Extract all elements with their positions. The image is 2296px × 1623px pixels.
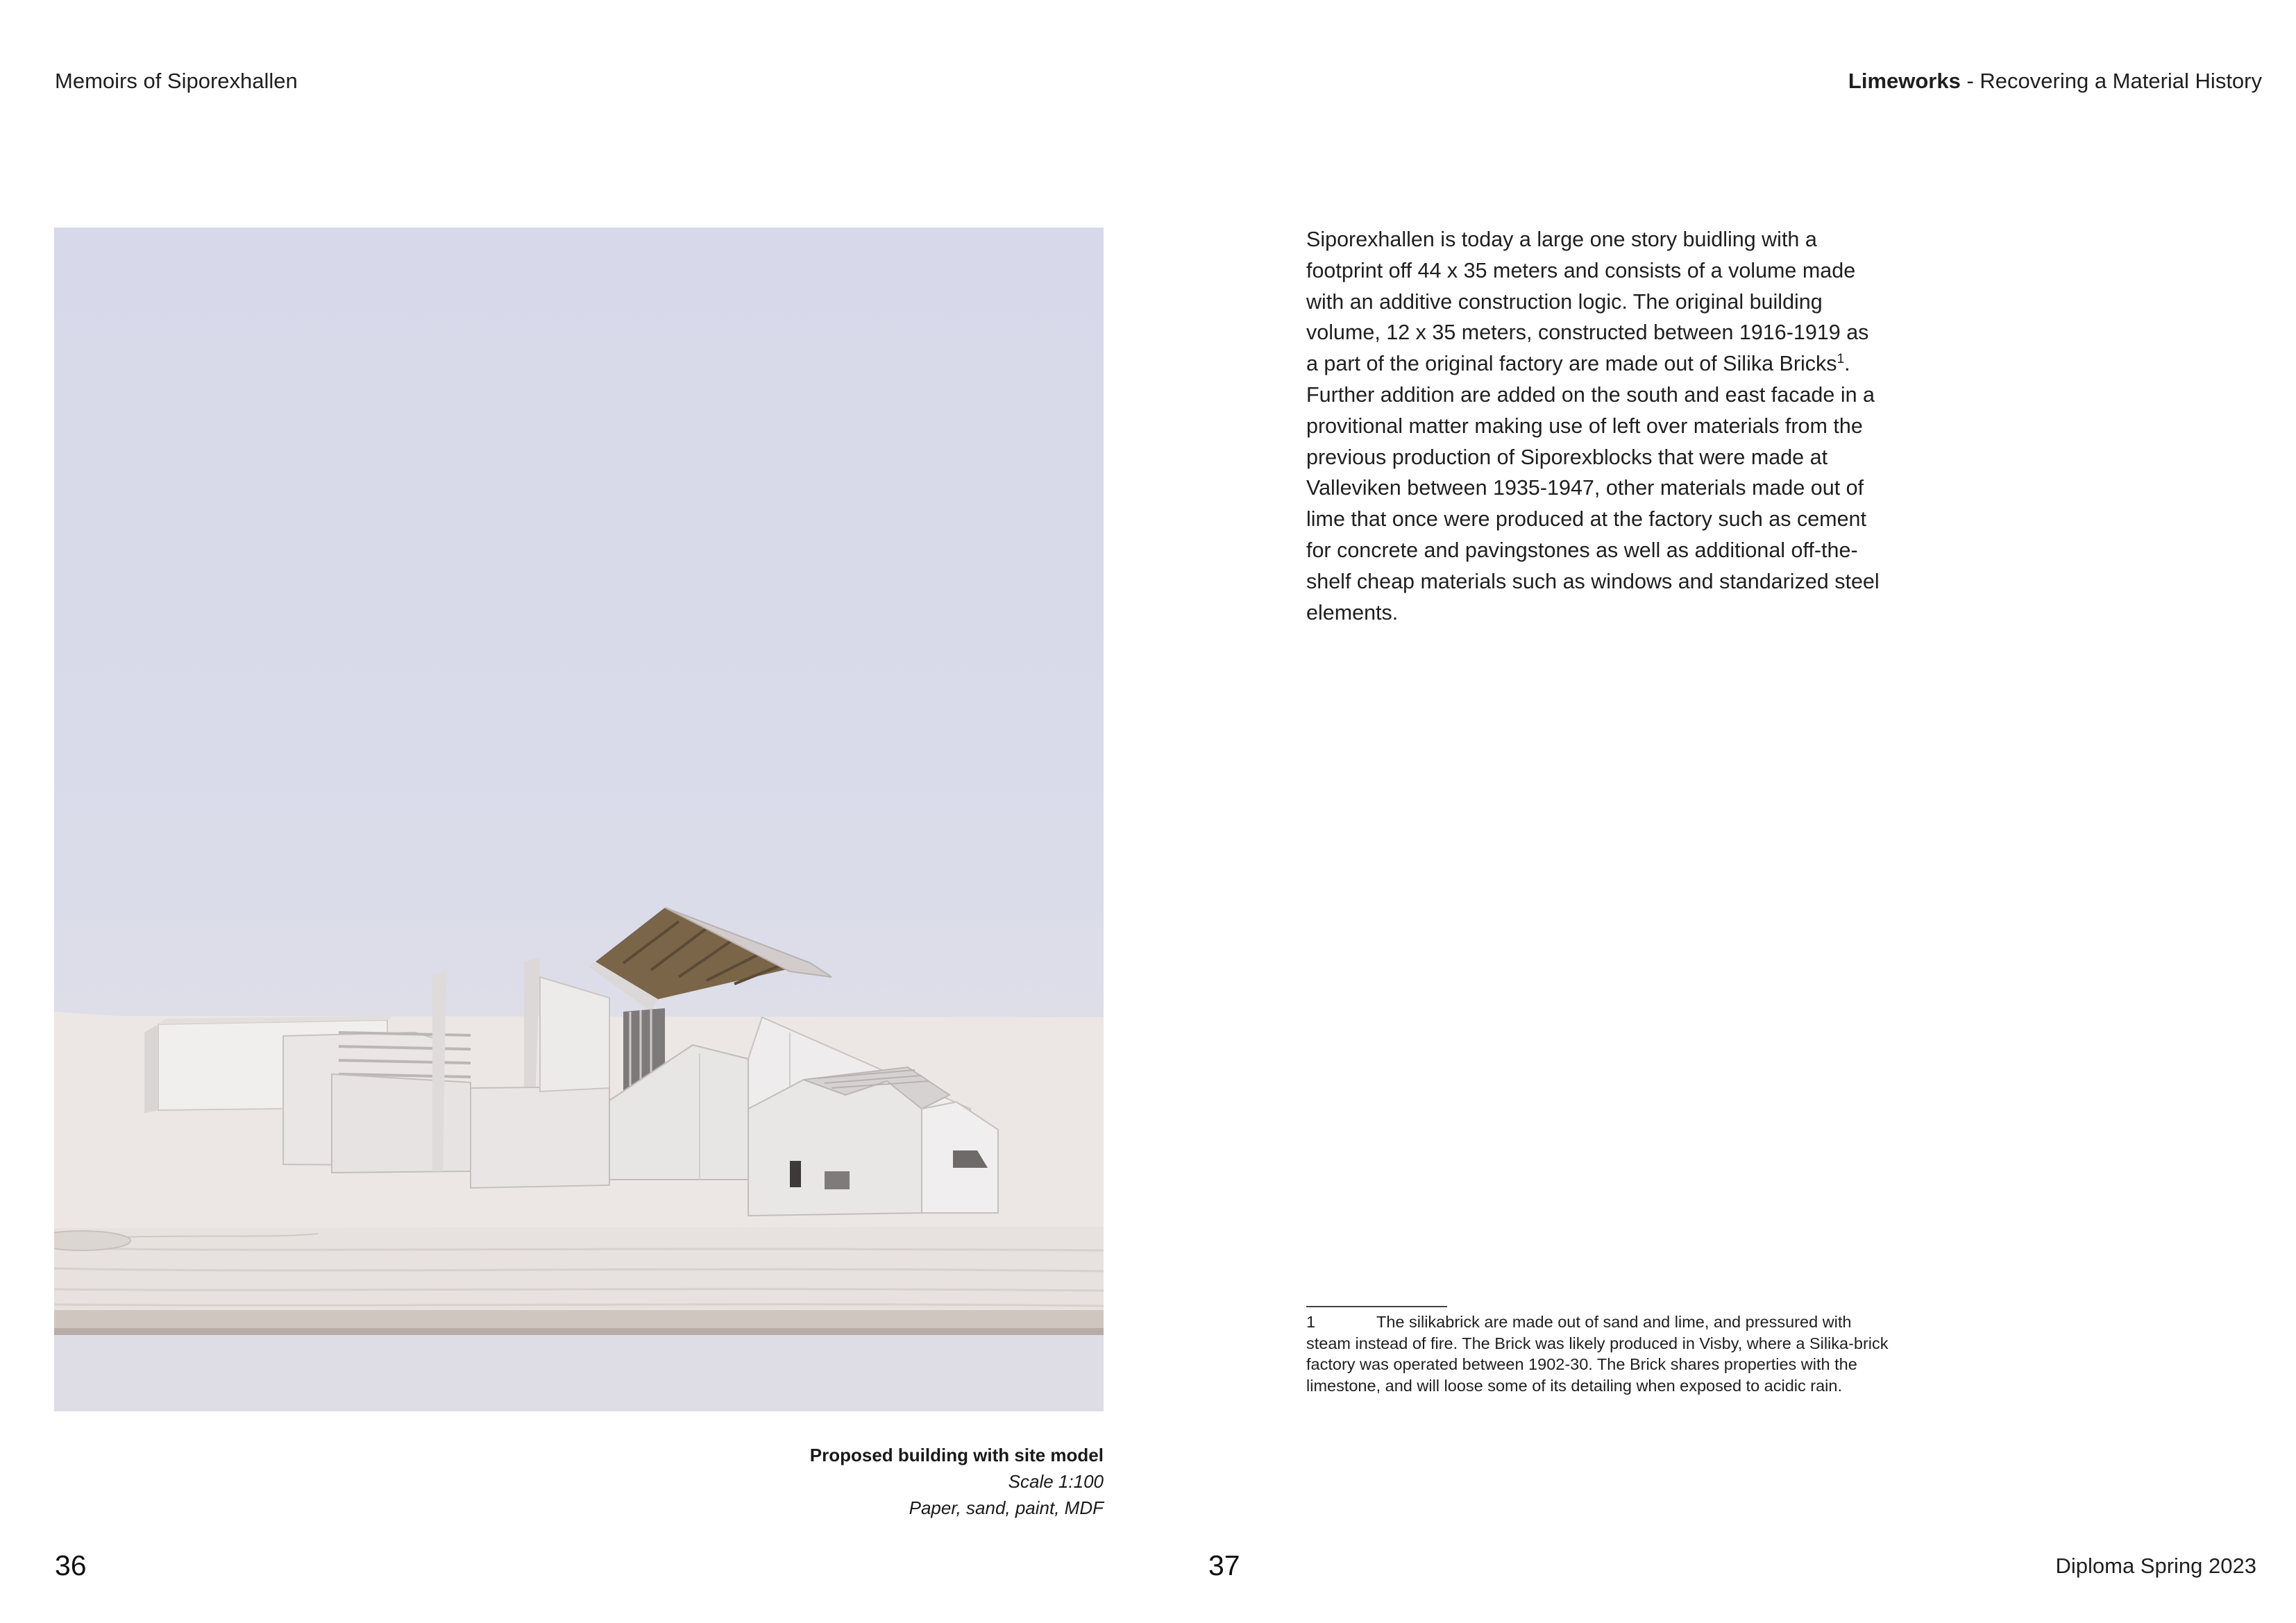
figure-caption bbox=[810, 1442, 1104, 1521]
caption-title: Proposed building with site model bbox=[809, 1445, 1104, 1465]
header-right bbox=[1848, 70, 2262, 92]
site-model-photo bbox=[54, 228, 1104, 1411]
header-left: Memoirs of Siporexhallen bbox=[55, 69, 298, 93]
header-right-rest: - Recovering a Material History bbox=[1960, 69, 2262, 93]
caption-materials: Paper, sand, paint, MDF bbox=[909, 1497, 1104, 1518]
page-number-left: 36 bbox=[55, 1549, 87, 1581]
footnote-number: 1 bbox=[1306, 1313, 1316, 1331]
site-model-illustration bbox=[54, 228, 1104, 1411]
footnote bbox=[1306, 1311, 1889, 1396]
page-number-right: 37 bbox=[1208, 1549, 1240, 1581]
footnote-text: The silikabrick are made out of sand and lime, and pressured with steam instead of fire. The Brick was likely produced in Visby, where a Silika-brick factory was operated between 1902-30. The Brick shares properties with the limestone, and will loose some of its detailing when exposed to acidic rain. bbox=[1306, 1313, 1889, 1395]
footnote-divider bbox=[1306, 1306, 1447, 1307]
body-text-part-2: . Further addition are added on the south and east facade in a provitional matter making use of left over materials from the previous production of Siporexblocks that were made at Valleviken between 1935-1947, other materials made out of lime that once were produced at the factory such as cement for concrete and pavingstones as well as additional off-the-shelf cheap materials such as windows and standarized steel elements. bbox=[1306, 352, 1880, 624]
caption-scale: Scale 1:100 bbox=[1008, 1471, 1104, 1492]
body-text-part-1: Siporexhallen is today a large one story buidling with a footprint off 44 x 35 meters and consists of a volume made with an additive construction logic. The original building volume, 12 x 35 meters, constructed between 1916-1919 as a part of the original factory are made out of Silika Bricks bbox=[1306, 228, 1869, 376]
footer-right: Diploma Spring 2023 bbox=[2055, 1554, 2256, 1578]
footnote-reference: 1 bbox=[1837, 352, 1845, 367]
header-right-bold: Limeworks bbox=[1848, 69, 1961, 93]
body-paragraph bbox=[1306, 224, 1882, 628]
